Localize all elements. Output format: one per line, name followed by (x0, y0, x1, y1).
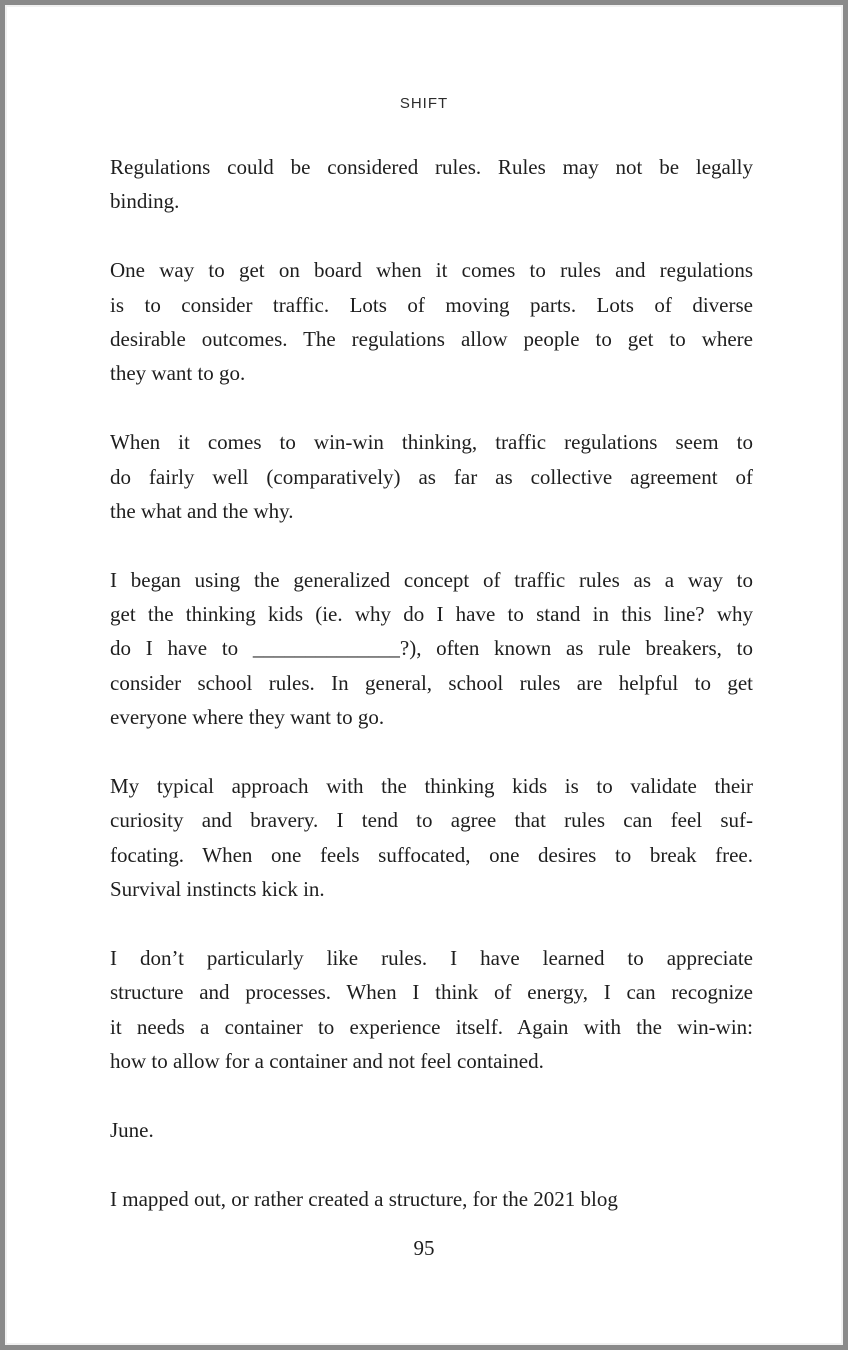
text-line: Regulations could be considered rules. Rules may not be legally (110, 155, 753, 179)
paragraph (110, 253, 753, 391)
text-line: Survival instincts kick in. (110, 877, 325, 902)
book-page (5, 5, 843, 1345)
text-line: get the thinking kids (ie. why do I have to stand in this line? why (110, 602, 753, 627)
text-line: June. (110, 1117, 154, 1142)
text-line: do I have to ______________?), often known as rule breakers, to (110, 636, 753, 661)
paragraph (110, 941, 753, 1079)
text-line: is to consider traffic. Lots of moving parts. Lots of diverse (110, 292, 753, 317)
text-line: I began using the generalized concept of traffic rules as a way to (110, 567, 753, 592)
text-line: curiosity and bravery. I tend to agree that rules can feel suf- (110, 808, 753, 833)
text-line: they want to go. (110, 361, 246, 386)
text-line: focating. When one feels suffocated, one desires to break free. (110, 842, 753, 867)
running-header: SHIFT (399, 95, 449, 112)
page-number: 95 (413, 1236, 435, 1260)
text-line: desirable outcomes. The regulations allow people to get to where (110, 326, 753, 351)
text-line: it needs a container to experience itself. Again with the win-win: (110, 1014, 753, 1039)
text-line: My typical approach with the thinking kids is to validate their (110, 774, 753, 799)
text-line: do fairly well (comparatively) as far as collective agreement of (110, 464, 753, 489)
text-line: One way to get on board when it comes to rules and regulations (110, 258, 753, 283)
text-line: When it comes to win-win thinking, traffic regulations seem to (110, 430, 753, 455)
text-line: I mapped out, or rather created a structure, for the 2021 blog (110, 1186, 618, 1211)
text-line: structure and processes. When I think of energy, I can recognize (110, 980, 753, 1005)
page-body-text (110, 150, 753, 1216)
paragraph (110, 150, 753, 219)
text-line: the what and the why. (110, 498, 294, 523)
paragraph (110, 1182, 753, 1216)
text-line: everyone where they want to go. (110, 705, 385, 730)
text-line: binding. (110, 189, 180, 214)
text-line: how to allow for a container and not feel contained. (110, 1049, 544, 1074)
paragraph (110, 769, 753, 907)
paragraph (110, 425, 753, 528)
text-line: consider school rules. In general, school rules are helpful to get (110, 670, 753, 695)
text-line: I don’t particularly like rules. I have learned to appreciate (110, 945, 753, 970)
paragraph (110, 1113, 753, 1147)
paragraph (110, 563, 753, 735)
